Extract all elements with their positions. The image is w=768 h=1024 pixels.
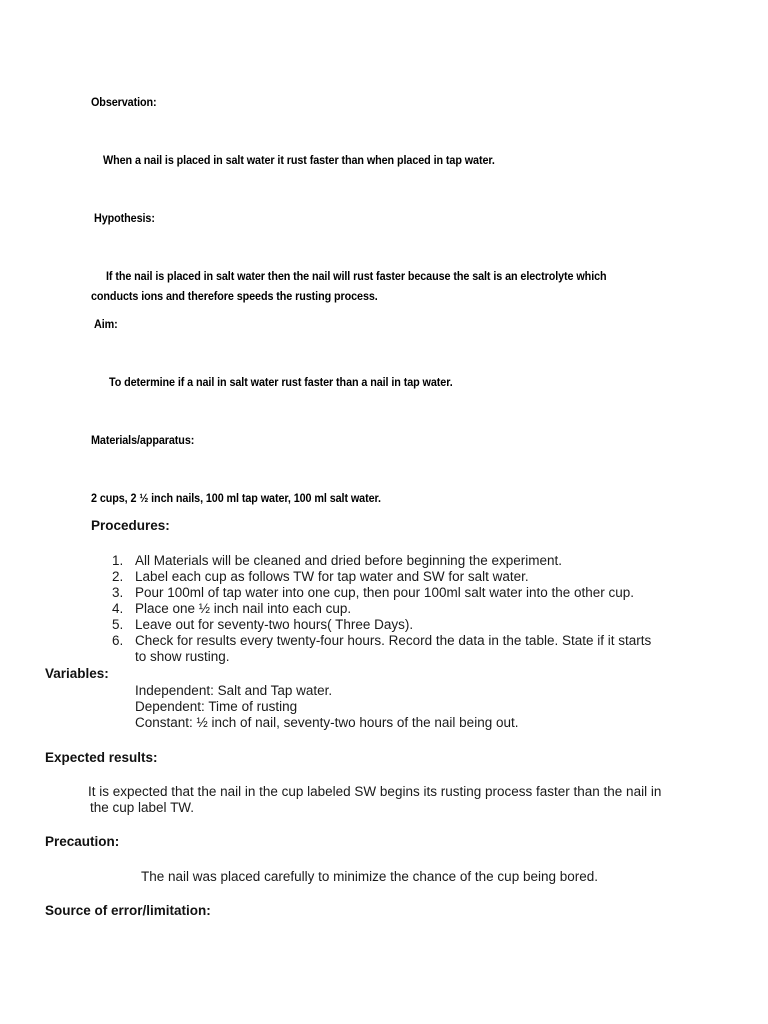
step-text: Label each cup as follows TW for tap water and SW for salt water.: [135, 569, 529, 584]
variable-constant: Constant: ½ inch of nail, seventy-two hours of the nail being out.: [135, 715, 519, 730]
step-number: 1.: [112, 553, 124, 568]
procedure-step-continuation: [112, 649, 651, 665]
procedure-step: [112, 617, 651, 633]
observation-text: When a nail is placed in salt water it rust faster than when placed in tap water.: [103, 153, 495, 167]
procedures-heading: Procedures:: [91, 518, 170, 533]
step-number: 6.: [112, 633, 124, 648]
step-text: Leave out for seventy-two hours( Three Days).: [135, 617, 414, 632]
hypothesis-text-line-2: conducts ions and therefore speeds the rusting process.: [91, 289, 378, 303]
variable-independent: Independent: Salt and Tap water.: [135, 683, 333, 698]
step-text-continuation: to show rusting.: [135, 649, 230, 664]
expected-results-line-1: It is expected that the nail in the cup labeled SW begins its rusting process faster than the nail in: [88, 784, 662, 799]
step-number: 3.: [112, 585, 124, 600]
procedures-list: [112, 553, 651, 665]
hypothesis-heading: Hypothesis:: [94, 211, 155, 225]
step-text: All Materials will be cleaned and dried before beginning the experiment.: [135, 553, 563, 568]
step-text: Pour 100ml of tap water into one cup, then pour 100ml salt water into the other cup.: [135, 585, 635, 600]
step-text: Place one ½ inch nail into each cup.: [135, 601, 352, 616]
hypothesis-text-line-1: If the nail is placed in salt water then the nail will rust faster because the salt is an electrolyte which: [106, 269, 607, 283]
materials-text: 2 cups, 2 ½ inch nails, 100 ml tap water, 100 ml salt water.: [91, 491, 381, 505]
procedure-step: [112, 553, 651, 569]
procedure-step: [112, 569, 651, 585]
expected-results-line-2: the cup label TW.: [90, 800, 195, 815]
aim-text: To determine if a nail in salt water rust faster than a nail in tap water.: [109, 375, 453, 389]
step-number: 4.: [112, 601, 124, 616]
aim-heading: Aim:: [94, 317, 118, 331]
precaution-text: The nail was placed carefully to minimize the chance of the cup being bored.: [141, 869, 599, 884]
procedure-step: [112, 601, 651, 617]
variable-dependent: Dependent: Time of rusting: [135, 699, 298, 714]
materials-heading: Materials/apparatus:: [91, 433, 195, 447]
source-of-error-heading: Source of error/limitation:: [45, 903, 211, 918]
observation-heading: Observation:: [91, 95, 157, 109]
expected-results-heading: Expected results:: [45, 750, 158, 765]
step-text: Check for results every twenty-four hours. Record the data in the table. State if it starts: [135, 633, 652, 648]
procedure-step: [112, 633, 651, 649]
step-number: 5.: [112, 617, 124, 632]
procedure-step: [112, 585, 651, 601]
step-number: 2.: [112, 569, 124, 584]
precaution-heading: Precaution:: [45, 834, 120, 849]
variables-heading: Variables:: [45, 666, 109, 681]
